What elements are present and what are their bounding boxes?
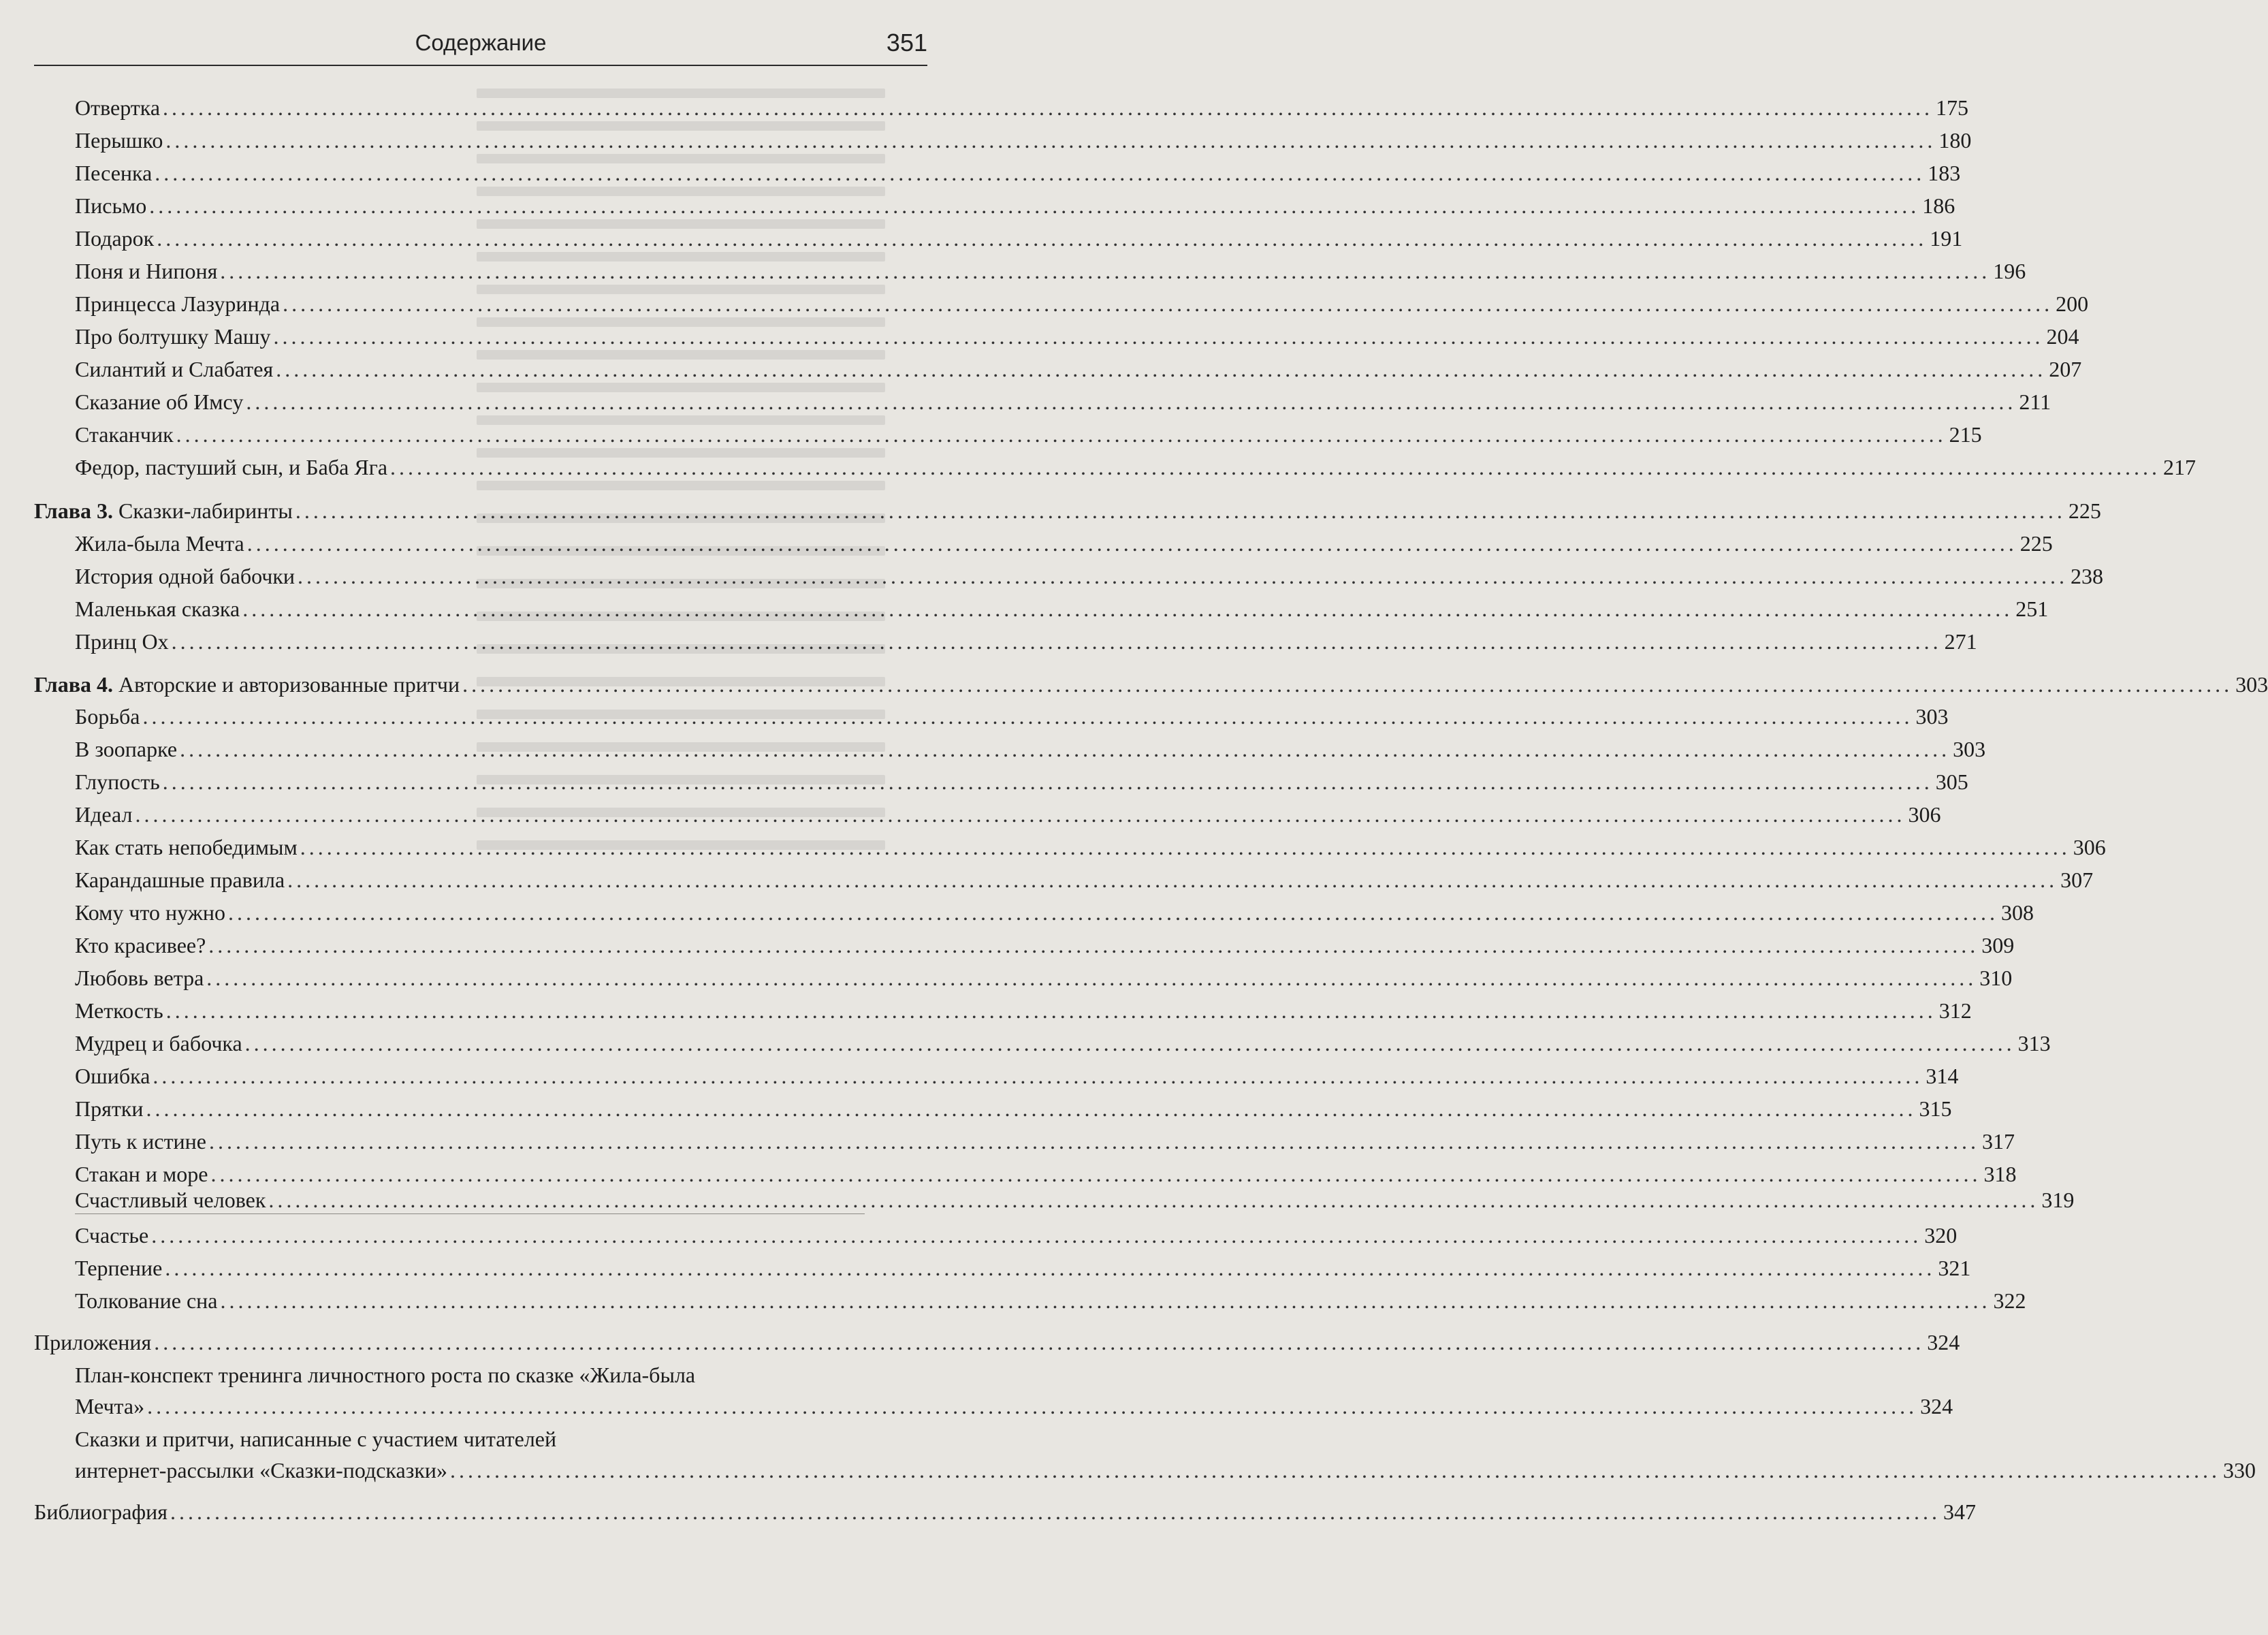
toc-entry[interactable] xyxy=(75,1220,1958,1250)
toc-entry-title: Письмо xyxy=(75,193,147,218)
toc-entry[interactable] xyxy=(75,767,1968,797)
leader-dots: ........................................................................................................................................................................................................ xyxy=(242,597,2013,621)
toc-entry[interactable] xyxy=(75,734,1986,764)
toc-entry-title: интернет-рассылки «Сказки-подсказки» xyxy=(75,1458,447,1482)
toc-entry-title: В зоопарке xyxy=(75,737,178,761)
leader-dots: ........................................................................................................................................................................................................ xyxy=(176,422,1947,447)
leader-dots: ........................................................................................................................................................................................................ xyxy=(300,835,2071,859)
chapter-prefix: Глава 4. xyxy=(34,672,113,697)
leader-dots: ........................................................................................................................................................................................................ xyxy=(462,672,2233,697)
leader-dots: ........................................................................................................................................................................................................ xyxy=(135,802,1906,827)
toc-entry[interactable] xyxy=(75,528,2053,558)
toc-entry-page: 303 xyxy=(2235,672,2268,697)
leader-dots: ........................................................................................................................................................................................................ xyxy=(276,357,2047,381)
toc-entry-page: 330 xyxy=(2223,1458,2256,1482)
toc-entry-title: Федор, пастуший сын, и Баба Яга xyxy=(75,455,388,479)
toc-entry-first-line: План-конспект тренинга личностного роста по сказке «Жила-была xyxy=(75,1363,696,1387)
toc-entry-title: Путь к истине xyxy=(75,1129,206,1154)
toc-entry[interactable] xyxy=(75,419,1982,449)
toc-entry[interactable] xyxy=(75,1286,2026,1316)
toc-entry[interactable] xyxy=(75,1185,2075,1215)
leader-dots: ........................................................................................................................................................................................................ xyxy=(154,1330,1925,1354)
toc-entry-page: 306 xyxy=(2073,835,2106,859)
toc-entry[interactable] xyxy=(75,898,2034,927)
toc-entry-page: 180 xyxy=(1938,128,1972,153)
leader-dots: ........................................................................................................................................................................................................ xyxy=(165,998,1936,1023)
toc-entry[interactable] xyxy=(75,626,1977,656)
toc-entry-page: 303 xyxy=(1915,704,1949,729)
leader-dots: ........................................................................................................................................................................................................ xyxy=(268,1188,2039,1212)
toc-entry-title: История одной бабочки xyxy=(75,564,296,588)
toc-entry[interactable] xyxy=(75,223,1963,253)
toc-entry-page: 307 xyxy=(2060,868,2094,892)
toc-entry-title: Счастье xyxy=(75,1223,149,1248)
toc-entry-title: Меткость xyxy=(75,998,163,1023)
toc-entry-title: Толкование сна xyxy=(75,1288,218,1313)
toc-entry-title: Сказание об Имсу xyxy=(75,390,244,414)
toc-entry-page: 271 xyxy=(1944,629,1977,654)
leader-dots: ........................................................................................................................................................................................................ xyxy=(157,226,1928,251)
toc-entry-page: 313 xyxy=(2017,1031,2051,1055)
toc-entry[interactable] xyxy=(75,1253,1971,1283)
toc-entry[interactable] xyxy=(75,963,2013,993)
toc-entry-title: Стакан и море xyxy=(75,1162,208,1186)
toc-entry-page: 321 xyxy=(1938,1256,1971,1280)
toc-section[interactable] xyxy=(34,1327,1960,1357)
toc-entry-page: 324 xyxy=(1927,1330,1960,1354)
toc-entry-page: 225 xyxy=(2019,531,2053,556)
toc-entry-page: 308 xyxy=(2000,900,2034,925)
leader-dots: ........................................................................................................................................................................................................ xyxy=(246,390,2017,414)
toc-entry[interactable] xyxy=(75,452,2197,482)
toc-entry[interactable] xyxy=(75,1028,2051,1058)
leader-dots: ........................................................................................................................................................................................................ xyxy=(151,1223,1922,1248)
toc-entry-title: Жила-была Мечта xyxy=(75,531,244,556)
leader-dots: ........................................................................................................................................................................................................ xyxy=(180,737,1951,761)
toc-entry-title: Кому что нужно xyxy=(75,900,225,925)
toc-entry-page: 303 xyxy=(1953,737,1986,761)
toc-chapter[interactable] xyxy=(34,496,2101,526)
toc-entry[interactable] xyxy=(75,1094,1952,1124)
toc-entry-page: 318 xyxy=(1983,1162,2017,1186)
leader-dots: ........................................................................................................................................................................................................ xyxy=(206,966,1977,990)
toc-entry-page: 306 xyxy=(1908,802,1941,827)
toc-entry-title: Ошибка xyxy=(75,1064,150,1088)
leader-dots: ........................................................................................................................................................................................................ xyxy=(273,324,2044,349)
leader-dots: ........................................................................................................................................................................................................ xyxy=(244,1031,2015,1055)
toc-chapter-title xyxy=(34,669,460,699)
header-rule xyxy=(34,65,927,66)
leader-dots: ........................................................................................................................................................................................................ xyxy=(298,564,2069,588)
toc-entry-first-line: Сказки и притчи, написанные с участием читателей xyxy=(75,1427,557,1451)
toc-entry-title: Как стать непобедимым xyxy=(75,835,298,859)
toc-entry-title: Силантий и Слабатея xyxy=(75,357,274,381)
toc-entry-page: 324 xyxy=(1920,1394,1953,1418)
toc-entry[interactable] xyxy=(75,93,1969,123)
toc-entry-page: 204 xyxy=(2046,324,2079,349)
leader-dots: ........................................................................................................................................................................................................ xyxy=(170,1499,1940,1524)
leader-dots: ........................................................................................................................................................................................................ xyxy=(209,1129,1979,1154)
toc-entry-title: Маленькая сказка xyxy=(75,597,240,621)
toc-entry-title: Стаканчик xyxy=(75,422,174,447)
leader-dots: ........................................................................................................................................................................................................ xyxy=(163,95,1934,120)
toc-entry-page: 251 xyxy=(2015,597,2049,621)
leader-dots: ........................................................................................................................................................................................................ xyxy=(283,291,2054,316)
toc-entry-title: Глупость xyxy=(75,769,160,794)
toc-entry-title: Прятки xyxy=(75,1096,144,1121)
page-number: 351 xyxy=(886,29,927,57)
leader-dots: ........................................................................................................................................................................................................ xyxy=(155,161,1926,185)
leader-dots: ........................................................................................................................................................................................................ xyxy=(210,1162,1981,1186)
toc-entry-title: Борьба xyxy=(75,704,140,729)
leader-dots: ........................................................................................................................................................................................................ xyxy=(147,1394,1918,1418)
toc-entry[interactable] xyxy=(75,930,2015,960)
leader-dots: ........................................................................................................................................................................................................ xyxy=(220,1288,1991,1313)
toc-entry-title: Отвертка xyxy=(75,95,161,120)
toc-entry[interactable] xyxy=(75,1061,1959,1091)
toc-entry-title: Про болтушку Машу xyxy=(75,324,271,349)
toc-entry-page: 225 xyxy=(2068,498,2101,523)
leader-dots: ........................................................................................................................................................................................................ xyxy=(149,193,1920,218)
toc-entry[interactable] xyxy=(75,289,2089,319)
toc-entry[interactable] xyxy=(75,799,1941,829)
toc-entry-page: 186 xyxy=(1922,193,1955,218)
leader-dots: ........................................................................................................................................................................................................ xyxy=(165,1256,1936,1280)
toc-entry-title: Карандашные правила xyxy=(75,868,285,892)
toc-entry[interactable] xyxy=(75,158,1961,188)
toc-chapter-title xyxy=(34,496,293,526)
toc-entry[interactable] xyxy=(75,321,2079,351)
toc-entry-page: 314 xyxy=(1926,1064,1959,1088)
toc-entry[interactable] xyxy=(75,1391,1953,1421)
toc-entry[interactable] xyxy=(75,561,2104,591)
toc-entry-page: 175 xyxy=(1936,95,1969,120)
leader-dots: ........................................................................................................................................................................................................ xyxy=(208,933,1979,957)
leader-dots: ........................................................................................................................................................................................................ xyxy=(246,531,2017,556)
toc-entry-page: 320 xyxy=(1924,1223,1958,1248)
running-header xyxy=(34,26,927,61)
leader-dots: ........................................................................................................................................................................................................ xyxy=(390,455,2161,479)
toc-entry[interactable] xyxy=(75,996,1972,1026)
toc-entry-page: 317 xyxy=(1982,1129,2015,1154)
toc-entry-title: Принц Ох xyxy=(75,629,169,654)
toc-entry-page: 217 xyxy=(2163,455,2197,479)
toc-entry-page: 309 xyxy=(1981,933,2015,957)
toc-entry[interactable] xyxy=(75,865,2094,895)
chapter-prefix: Глава 3. xyxy=(34,498,113,523)
toc-entry-title: Кто красивее? xyxy=(75,933,206,957)
toc-entry-title: Терпение xyxy=(75,1256,163,1280)
toc-entry-title: Поня и Нипоня xyxy=(75,259,218,283)
toc-entry-title: Мудрец и бабочка xyxy=(75,1031,242,1055)
chapter-name: Авторские и авторизованные притчи xyxy=(112,672,460,697)
toc-entry[interactable] xyxy=(75,1126,2015,1156)
leader-dots: ........................................................................................................................................................................................................ xyxy=(142,704,1913,729)
toc-entry-page: 305 xyxy=(1935,769,1968,794)
toc-entry-page: 312 xyxy=(1938,998,1972,1023)
running-header-title: Содержание xyxy=(415,30,547,55)
toc-entry[interactable] xyxy=(75,1455,2256,1485)
toc-entry-page: 200 xyxy=(2056,291,2089,316)
leader-dots: ........................................................................................................................................................................................................ xyxy=(165,128,1936,153)
leader-dots: ........................................................................................................................................................................................................ xyxy=(295,498,2066,523)
leader-dots: ........................................................................................................................................................................................................ xyxy=(153,1064,1923,1088)
leader-dots: ........................................................................................................................................................................................................ xyxy=(450,1458,2220,1482)
toc-entry[interactable] xyxy=(75,354,2082,384)
toc-entry-title: Песенка xyxy=(75,161,153,185)
leader-dots: ........................................................................................................................................................................................................ xyxy=(171,629,1942,654)
toc-entry-title: Идеал xyxy=(75,802,133,827)
toc-entry[interactable] xyxy=(75,832,2106,862)
leader-dots: ........................................................................................................................................................................................................ xyxy=(220,259,1991,283)
toc-entry-page: 319 xyxy=(2041,1188,2075,1212)
toc-entry-title: Любовь ветра xyxy=(75,966,204,990)
toc-entry[interactable] xyxy=(75,191,1955,221)
leader-dots: ........................................................................................................................................................................................................ xyxy=(287,868,2058,892)
leader-dots: ........................................................................................................................................................................................................ xyxy=(227,900,1998,925)
toc-entry-title: Перышко xyxy=(75,128,163,153)
toc-entry-page: 183 xyxy=(1928,161,1961,185)
toc-entry[interactable] xyxy=(75,256,2026,286)
toc-entry-page: 347 xyxy=(1943,1499,1976,1524)
toc-entry-page: 211 xyxy=(2019,390,2051,414)
toc-entry[interactable] xyxy=(75,387,2051,417)
toc-entry-page: 315 xyxy=(1919,1096,1952,1121)
toc-entry[interactable] xyxy=(75,701,1949,731)
leader-dots: ........................................................................................................................................................................................................ xyxy=(146,1096,1917,1121)
toc-entry-title: Мечта» xyxy=(75,1394,145,1418)
toc-section[interactable] xyxy=(34,1497,1976,1527)
toc-entry-page: 196 xyxy=(1993,259,2026,283)
toc-entry-page: 238 xyxy=(2071,564,2104,588)
toc-entry-page: 322 xyxy=(1993,1288,2026,1313)
chapter-name: Сказки-лабиринты xyxy=(112,498,293,523)
toc-entry-title: Принцесса Лазуринда xyxy=(75,291,281,316)
toc-entry[interactable] xyxy=(75,125,1972,155)
toc-entry-page: 207 xyxy=(2049,357,2082,381)
toc-entry[interactable] xyxy=(75,594,2049,624)
toc-entry-page: 191 xyxy=(1930,226,1963,251)
toc-entry-title: Счастливый человек xyxy=(75,1188,266,1212)
toc-entry-page: 310 xyxy=(1979,966,2013,990)
toc-section-title: Библиография xyxy=(34,1499,167,1524)
toc-chapter[interactable] xyxy=(34,669,2268,699)
leader-dots: ........................................................................................................................................................................................................ xyxy=(162,769,1933,794)
toc-entry-title: Подарок xyxy=(75,226,155,251)
toc-section-title: Приложения xyxy=(34,1330,152,1354)
toc-entry-page: 215 xyxy=(1949,422,1982,447)
